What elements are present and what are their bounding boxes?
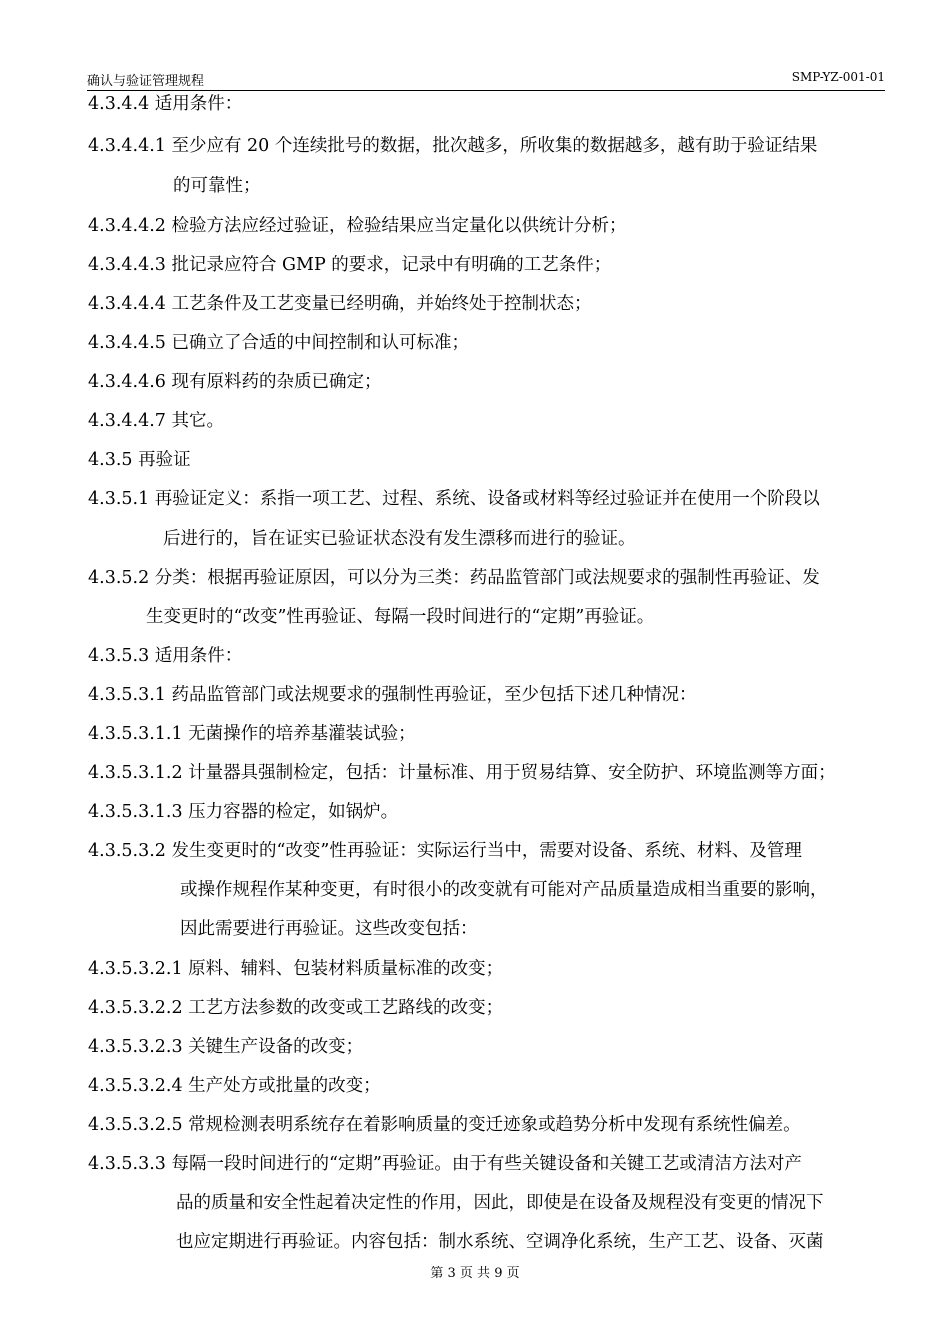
text-line: 4.3.4.4.3 批记录应符合 GMP 的要求，记录中有明确的工艺条件； [88, 255, 612, 275]
text-line: 的可靠性； [173, 176, 261, 196]
text-line: 4.3.4.4.1 至少应有 20 个连续批号的数据，批次越多，所收集的数据越多，越有助于验证结果 [88, 136, 818, 156]
text-line: 4.3.5.2 分类：根据再验证原因，可以分为三类：药品监管部门或法规要求的强制性再验证、发 [88, 568, 820, 588]
text-line: 生变更时的“改变”性再验证、每隔一段时间进行的“定期”再验证。 [146, 607, 655, 627]
text-line: 4.3.5.3.2 发生变更时的“改变”性再验证：实际运行当中，需要对设备、系统、材料、及管理 [88, 841, 802, 861]
text-line: 4.3.4.4.7 其它。 [88, 411, 224, 431]
section-heading: 4.3.5 再验证 [88, 450, 191, 470]
text-line: 4.3.4.4.2 检验方法应经过验证，检验结果应当定量化以供统计分析； [88, 216, 627, 236]
text-line: 4.3.5.1 再验证定义：系指一项工艺、过程、系统、设备或材料等经过验证并在使用一个阶段以 [88, 489, 820, 509]
header-title: 确认与验证管理规程 [87, 74, 205, 89]
text-line: 也应定期进行再验证。内容包括：制水系统、空调净化系统，生产工艺、设备、灭菌 [176, 1232, 824, 1252]
text-line: 4.3.5.3 适用条件： [88, 646, 243, 666]
text-line: 4.3.4.4.4 工艺条件及工艺变量已经明确，并始终处于控制状态； [88, 294, 592, 314]
text-line: 4.3.5.3.2.4 生产处方或批量的改变； [88, 1076, 381, 1096]
text-line: 或操作规程作某种变更，有时很小的改变就有可能对产品质量造成相当重要的影响， [180, 880, 828, 900]
text-line: 4.3.5.3.2.3 关键生产设备的改变； [88, 1037, 364, 1057]
text-line: 4.3.5.3.1.1 无菌操作的培养基灌装试验； [88, 724, 416, 744]
text-line: 4.3.5.3.3 每隔一段时间进行的“定期”再验证。由于有些关键设备和关键工艺或清洁方法对产 [88, 1154, 802, 1174]
text-line: 4.3.5.3.1.2 计量器具强制检定，包括：计量标准、用于贸易结算、安全防护、环境监测等方面； [88, 763, 836, 783]
text-line: 品的质量和安全性起着决定性的作用，因此，即使是在设备及规程没有变更的情况下 [176, 1193, 824, 1213]
text-line: 4.3.5.3.1 药品监管部门或法规要求的强制性再验证，至少包括下述几种情况： [88, 685, 697, 705]
text-line: 后进行的，旨在证实已验证状态没有发生漂移而进行的验证。 [163, 529, 636, 549]
text-line: 4.3.4.4.5 已确立了合适的中间控制和认可标准； [88, 333, 469, 353]
text-line: 因此需要进行再验证。这些改变包括： [180, 919, 478, 939]
page-number: 第 3 页 共 9 页 [430, 1266, 520, 1281]
text-line: 4.3.4.4 适用条件： [88, 94, 243, 114]
text-line: 4.3.4.4.6 现有原料药的杂质已确定； [88, 372, 382, 392]
text-line: 4.3.5.3.2.2 工艺方法参数的改变或工艺路线的改变； [88, 998, 504, 1018]
page-header [87, 70, 885, 91]
text-line: 4.3.5.3.1.3 压力容器的检定，如锅炉。 [88, 802, 399, 822]
text-line: 4.3.5.3.2.1 原料、辅料、包装材料质量标准的改变； [88, 959, 504, 979]
header-doc-code: SMP-YZ-001-01 [791, 70, 885, 84]
text-line: 4.3.5.3.2.5 常规检测表明系统存在着影响质量的变迁迹象或趋势分析中发现有系统性偏差。 [88, 1115, 801, 1135]
